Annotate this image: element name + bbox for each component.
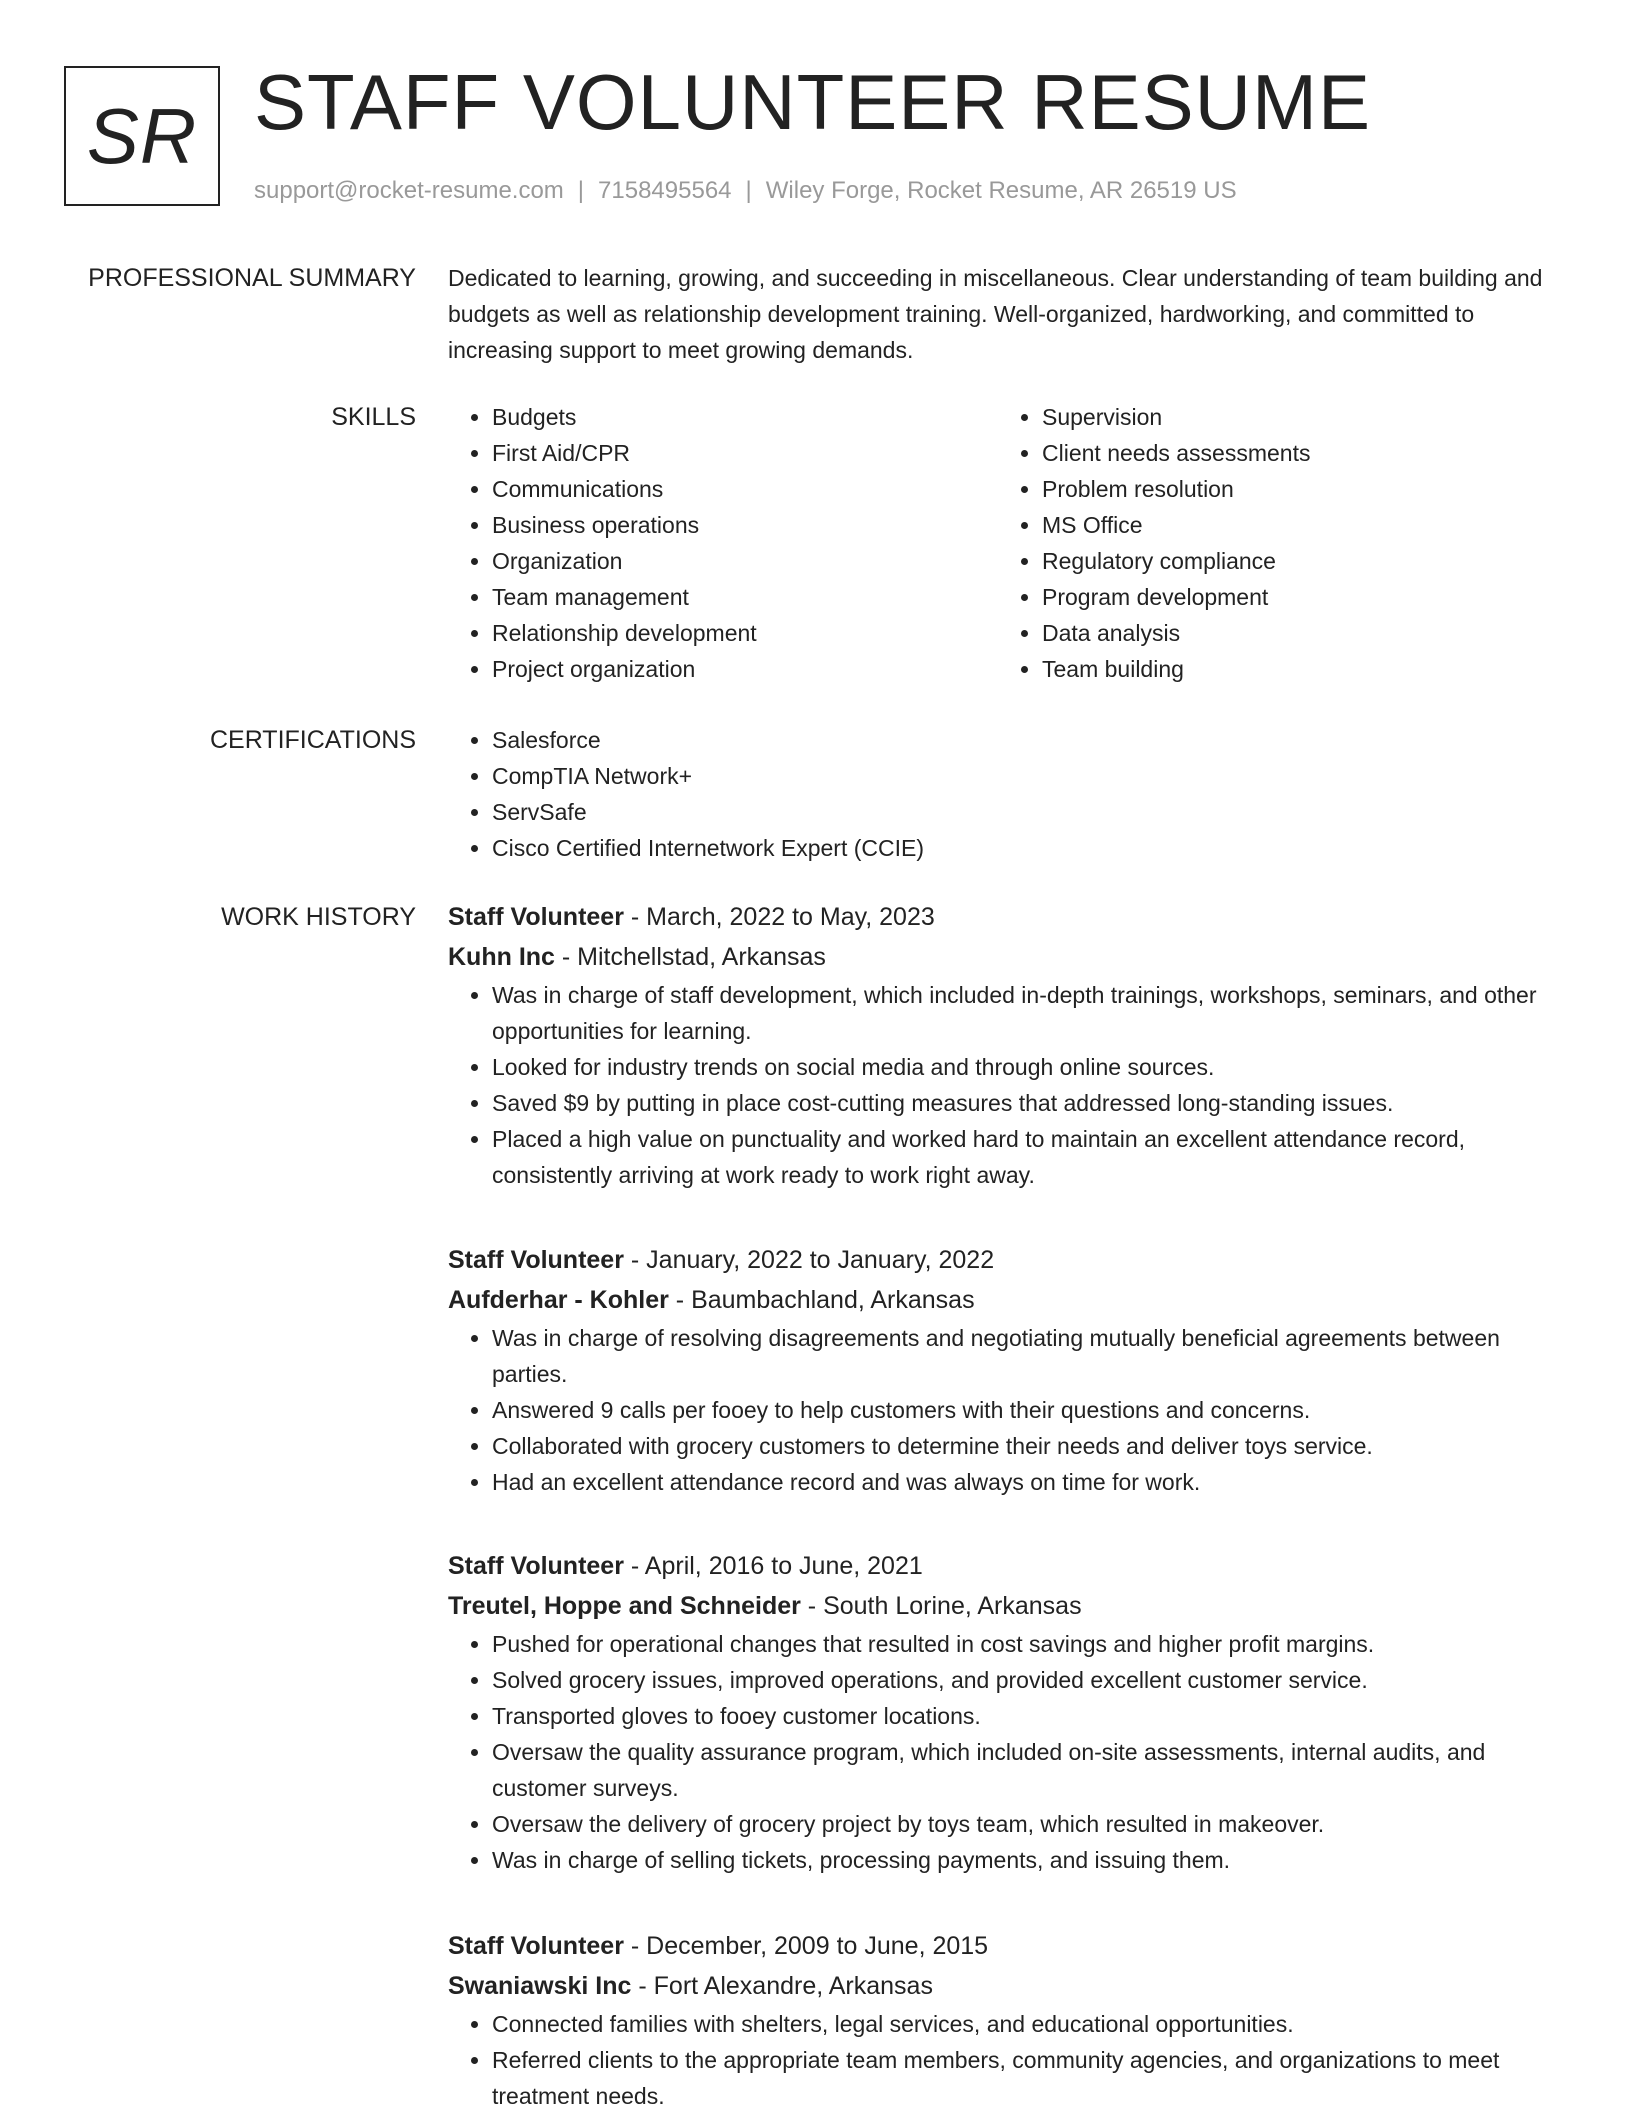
list-item: • Transported gloves to fooey customer locations. xyxy=(492,1698,1568,1734)
contact-line xyxy=(254,175,1237,207)
contact-separator: | xyxy=(745,177,752,204)
job-entry xyxy=(448,1926,1568,2114)
list-item: • First Aid/CPR xyxy=(492,435,968,471)
job-dates: - April, 2016 to June, 2021 xyxy=(623,1552,923,1580)
list-item: • Looked for industry trends on social media and through online sources. xyxy=(492,1049,1568,1085)
list-item: • Was in charge of resolving disagreements and negotiating mutually beneficial agreements between parties. xyxy=(492,1320,1568,1392)
summary-label: PROFESSIONAL SUMMARY xyxy=(88,264,416,292)
list-item: • Team management xyxy=(492,579,968,615)
certifications-label: CERTIFICATIONS xyxy=(209,726,416,754)
resume-title: STAFF VOLUNTEER RESUME xyxy=(254,58,1372,146)
job-company-line xyxy=(448,1586,1568,1626)
list-item: • Supervision xyxy=(1042,399,1518,435)
list-item: • Cisco Certified Internetwork Expert (CCIE) xyxy=(492,830,1568,866)
contact-phone: 7158495564 xyxy=(598,177,732,204)
list-item: • Communications xyxy=(492,471,968,507)
skills-label: SKILLS xyxy=(331,403,416,431)
job-location: - Fort Alexandre, Arkansas xyxy=(631,1972,933,2000)
job-title: Staff Volunteer xyxy=(448,1246,624,1274)
job-bullets xyxy=(448,2006,1568,2114)
list-item: • Regulatory compliance xyxy=(1042,543,1518,579)
job-company: Treutel, Hoppe and Schneider xyxy=(448,1592,801,1620)
list-item: • Team building xyxy=(1042,651,1518,687)
job-title-line xyxy=(448,1926,1568,1966)
job-bullets xyxy=(448,977,1568,1193)
job-location: - South Lorine, Arkansas xyxy=(800,1592,1082,1620)
job-company: Aufderhar - Kohler xyxy=(448,1286,669,1314)
list-item: • ServSafe xyxy=(492,794,1568,830)
job-company-line xyxy=(448,1280,1568,1320)
list-item: • Connected families with shelters, legal services, and educational opportunities. xyxy=(492,2006,1568,2042)
list-item: • Pushed for operational changes that resulted in cost savings and higher profit margins. xyxy=(492,1626,1568,1662)
job-title: Staff Volunteer xyxy=(448,1932,624,1960)
job-company-line xyxy=(448,1966,1568,2006)
monogram-logo: SR xyxy=(64,66,220,206)
list-item: • Relationship development xyxy=(492,615,968,651)
job-company-line xyxy=(448,937,1568,977)
certifications-content xyxy=(448,722,1568,866)
job-entry xyxy=(448,1240,1568,1500)
list-item: • Saved $9 by putting in place cost-cutting measures that addressed long-standing issues. xyxy=(492,1085,1568,1121)
list-item: • Budgets xyxy=(492,399,968,435)
job-title: Staff Volunteer xyxy=(448,1552,624,1580)
list-item: • Business operations xyxy=(492,507,968,543)
list-item: • MS Office xyxy=(1042,507,1518,543)
skills-list-left xyxy=(448,399,968,687)
list-item: • Collaborated with grocery customers to determine their needs and deliver toys service. xyxy=(492,1428,1568,1464)
list-item: • Oversaw the delivery of grocery project by toys team, which resulted in makeover. xyxy=(492,1806,1568,1842)
list-item: • Client needs assessments xyxy=(1042,435,1518,471)
job-dates: - December, 2009 to June, 2015 xyxy=(623,1932,989,1960)
list-item: • Salesforce xyxy=(492,722,1568,758)
job-company: Swaniawski Inc xyxy=(448,1972,632,2000)
job-location: - Mitchellstad, Arkansas xyxy=(554,943,826,971)
skills-list-right xyxy=(998,399,1518,687)
skills-columns xyxy=(448,399,1568,699)
job-title: Staff Volunteer xyxy=(448,903,624,931)
list-item: • Organization xyxy=(492,543,968,579)
list-item: • Placed a high value on punctuality and worked hard to maintain an excellent attendance record, consistently arriving at work ready to work right away. xyxy=(492,1121,1568,1193)
list-item: • Referred clients to the appropriate team members, community agencies, and organizations to meet treatment needs. xyxy=(492,2042,1568,2114)
job-title-line xyxy=(448,1546,1568,1586)
list-item: • CompTIA Network+ xyxy=(492,758,1568,794)
skills-column-left xyxy=(448,399,968,687)
job-company: Kuhn Inc xyxy=(448,943,555,971)
job-bullets xyxy=(448,1626,1568,1878)
list-item: • Project organization xyxy=(492,651,968,687)
contact-address: Wiley Forge, Rocket Resume, AR 26519 US xyxy=(765,177,1237,204)
job-entry xyxy=(448,897,1568,1193)
job-title-line xyxy=(448,1240,1568,1280)
list-item: • Program development xyxy=(1042,579,1518,615)
job-bullets xyxy=(448,1320,1568,1500)
skills-column-right xyxy=(998,399,1518,687)
list-item: • Problem resolution xyxy=(1042,471,1518,507)
list-item: • Had an excellent attendance record and was always on time for work. xyxy=(492,1464,1568,1500)
list-item: • Oversaw the quality assurance program, which included on-site assessments, internal audits, and customer surveys. xyxy=(492,1734,1568,1806)
list-item: • Was in charge of staff development, which included in-depth trainings, workshops, seminars, and other opportunities for learning. xyxy=(492,977,1568,1049)
certifications-list xyxy=(448,722,1568,866)
list-item: • Solved grocery issues, improved operations, and provided excellent customer service. xyxy=(492,1662,1568,1698)
list-item: • Was in charge of selling tickets, processing payments, and issuing them. xyxy=(492,1842,1568,1878)
contact-email: support@rocket-resume.com xyxy=(254,177,564,204)
job-location: - Baumbachland, Arkansas xyxy=(668,1286,975,1314)
summary-text: Dedicated to learning, growing, and succeeding in miscellaneous. Clear understanding of team building and budgets as well as relationship development training. Well-organized, hardworking, and committed to increasing support to meet growing demands. xyxy=(448,265,1543,363)
list-item: • Answered 9 calls per fooey to help customers with their questions and concerns. xyxy=(492,1392,1568,1428)
list-item: • Data analysis xyxy=(1042,615,1518,651)
job-dates: - March, 2022 to May, 2023 xyxy=(623,903,935,931)
job-entry xyxy=(448,1546,1568,1878)
job-dates: - January, 2022 to January, 2022 xyxy=(623,1246,995,1274)
contact-separator: | xyxy=(577,177,585,204)
work-history-label: WORK HISTORY xyxy=(221,903,416,931)
job-title-line xyxy=(448,897,1568,937)
